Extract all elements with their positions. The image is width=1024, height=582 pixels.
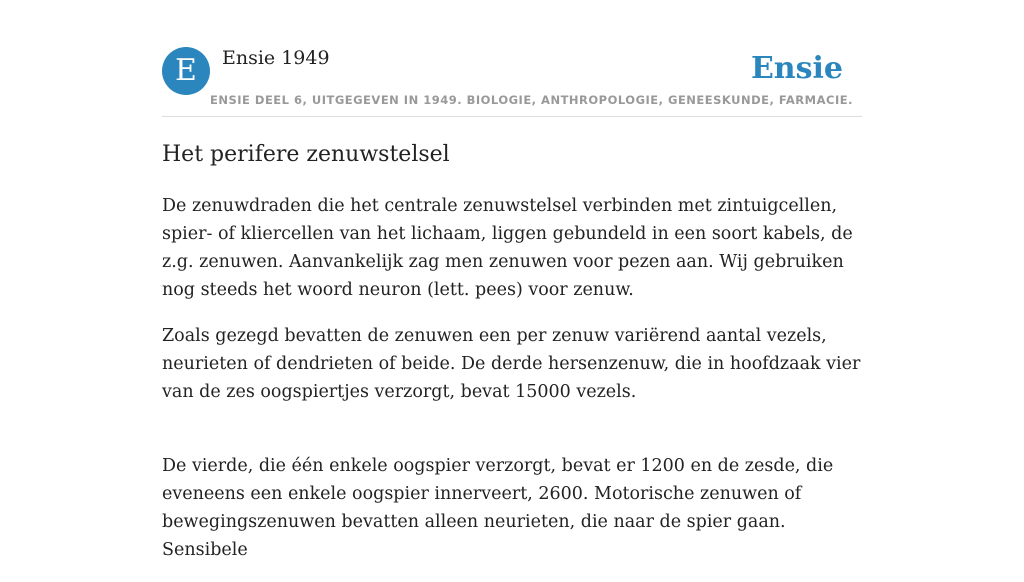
article-paragraph-3: De vierde, die één enkele oogspier verzorgt, bevat er 1200 en de zesde, die eveneens een enkele oogspier innerveert, 2600. Motorische zenuwen of bewegingszenuwen bevatten alleen neurieten, die naar de spier gaan. Sensibele — [162, 456, 834, 560]
article-paragraph-1: De zenuwdraden die het centrale zenuwstelsel verbinden met zintuigcellen, spier- of kliercellen van het lichaam, liggen gebundeld in een soort kabels, de z.g. zenuwen. Aanvankelijk zag men zenuwen voor pezen aan. Wij gebruiken nog steeds het woord neuron (lett. pees) voor zenuw. — [162, 196, 853, 300]
brand-logo-link[interactable]: Ensie — [750, 51, 843, 86]
article-body — [162, 140, 862, 582]
book-title-link[interactable]: Ensie 1949 — [222, 47, 330, 69]
paragraph-spacer — [162, 424, 862, 452]
article-title: Het perifere zenuwstelsel — [162, 142, 450, 167]
article-paragraph-2: Zoals gezegd bevatten de zenuwen een per zenuw variërend aantal vezels, neurieten of dendrieten of beide. De derde hersenzenuw, die in hoofdzaak vier van de zes oogspiertjes verzorgt, bevat 15000 vezels. — [162, 326, 861, 402]
ensie-logo-icon[interactable]: E — [162, 47, 210, 95]
book-subtitle: ENSIE DEEL 6, UITGEGEVEN IN 1949. BIOLOGIE, ANTHROPOLOGIE, GENEESKUNDE, FARMACIE. — [210, 93, 853, 107]
site-header — [162, 46, 862, 117]
